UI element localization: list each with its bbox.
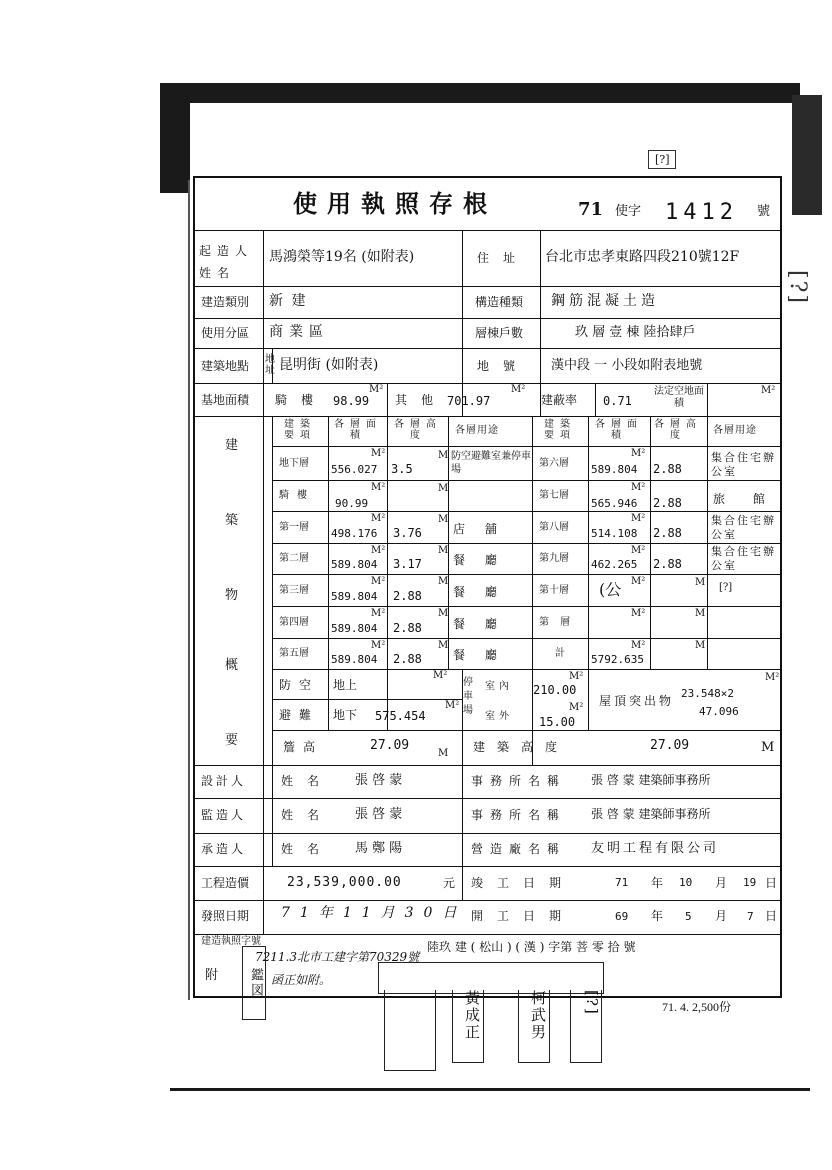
lrow-5-unit: M² — [371, 608, 386, 619]
scan-edge-left — [160, 83, 190, 193]
lrow-3-name: 第二層 — [279, 553, 309, 564]
done-label: 竣工日期 — [471, 876, 576, 890]
lrow-5-name: 第四層 — [279, 617, 309, 628]
start-d: 7 — [747, 910, 754, 923]
rrow-0-area: 589.804 — [591, 463, 638, 476]
serial-suffix: 號 — [757, 204, 771, 219]
shelter-label-1: 防空 — [279, 678, 320, 692]
bldg-side-2: 築 — [225, 513, 239, 528]
eaves-label: 簷高 — [283, 740, 324, 754]
rrow-0-name: 第六層 — [539, 458, 569, 469]
rrow-5-name: 第 層 — [539, 617, 575, 628]
rrow-5-unit: M² — [631, 608, 646, 619]
done-ml: 月 — [715, 876, 728, 890]
start-dl: 日 — [765, 909, 778, 923]
supervisor-label: 監造人 — [201, 808, 247, 822]
site-value: 昆明街 (如附表) — [279, 357, 379, 373]
rrow-2-height: 2.88 — [653, 526, 682, 540]
height-label: 建築高度 — [473, 740, 570, 754]
rrow-3-name: 第九層 — [539, 553, 569, 564]
rrow-2-name: 第八層 — [539, 522, 569, 533]
lrow-5-area: 589.804 — [331, 622, 378, 635]
lrow-6-hunit: M — [438, 640, 449, 651]
lrow-0-height: 3.5 — [391, 462, 413, 476]
lrow-4-use: 餐 廳 — [453, 585, 505, 599]
rrow-4-area: (公 — [599, 580, 622, 599]
designer-name-label: 姓名 — [281, 774, 334, 788]
page-title: 使用執照存根 — [293, 189, 497, 218]
designer-office: 張 啓 蒙 建築師事務所 — [591, 773, 711, 787]
rrow-2-use: 集合住宅辦公室 — [711, 514, 776, 541]
hdr-use-l: 各層用途 — [455, 425, 499, 436]
lrow-1-name: 騎樓 — [279, 490, 315, 501]
site-sub: 地址 — [265, 354, 275, 376]
zone-value: 商業區 — [269, 324, 329, 340]
lrow-6-height: 2.88 — [393, 652, 422, 666]
other-unit: M² — [511, 384, 526, 395]
parking-label: 停車場 — [463, 677, 473, 716]
hdr-area-r: 各層面積 — [595, 419, 643, 441]
footer-print-run: 71. 4. 2,500份 — [662, 1000, 732, 1014]
supervisor-name: 張 啓 蒙 — [355, 807, 403, 822]
rrow-6-name: 計 — [555, 648, 565, 659]
supervisor-office-label: 事務所名稱 — [471, 808, 567, 822]
rrow-0-unit: M² — [631, 448, 646, 459]
bldg-side-3: 物 — [225, 588, 239, 603]
rrow-6-unit: M² — [631, 640, 646, 651]
rrow-4-name: 第十層 — [539, 585, 569, 596]
lrow-3-unit: M² — [371, 545, 386, 556]
other-value: 701.97 — [447, 394, 491, 408]
rrow-3-use: 集合住宅辦公室 — [711, 545, 776, 572]
rrow-0-height: 2.88 — [653, 462, 682, 476]
height-value: 27.09 — [650, 738, 690, 753]
bldg-side-4: 概 — [225, 658, 239, 673]
rrow-6-hunit: M — [695, 640, 706, 651]
lrow-1-unit: M² — [371, 482, 386, 493]
roof-value-2: 47.096 — [699, 705, 739, 718]
attach-label: 附 — [205, 968, 219, 983]
lrow-4-area: 589.804 — [331, 590, 378, 603]
rrow-4-unit: M² — [631, 576, 646, 587]
open-space-label: 法定空地面積 — [654, 386, 704, 409]
serial-year: 71 — [578, 199, 604, 220]
rrow-3-area: 462.265 — [591, 558, 638, 571]
lrow-3-area: 589.804 — [331, 558, 378, 571]
issue-value: 71年11月30日 — [281, 905, 467, 921]
start-y: 69 — [615, 910, 629, 923]
address-label: 住址 — [477, 251, 530, 265]
shelter-above-unit: M² — [433, 670, 448, 681]
roof-unit: M² — [765, 672, 780, 683]
contractor-office-label: 營造廠名稱 — [471, 842, 567, 856]
lrow-0-unit: M² — [371, 448, 386, 459]
lrow-6-name: 第五層 — [279, 648, 309, 659]
coverage-value: 0.71 — [603, 394, 632, 408]
rrow-4-hunit: M — [695, 577, 706, 588]
contractor-name: 馬 鄭 陽 — [355, 841, 403, 856]
serial-word: 使字 — [615, 204, 642, 219]
coverage-label: 建蔽率 — [541, 393, 578, 407]
scan-edge-right — [792, 95, 822, 215]
lrow-3-hunit: M — [438, 545, 449, 556]
supervisor-office: 張 啓 蒙 建築師事務所 — [591, 807, 711, 821]
site-area-label: 基地面積 — [201, 393, 250, 407]
designer-label: 設計人 — [201, 774, 247, 788]
eaves-value: 27.09 — [370, 738, 410, 753]
scan-line-left — [188, 180, 190, 1000]
designer-name: 張 啓 蒙 — [355, 773, 403, 788]
rrow-2-area: 514.108 — [591, 527, 638, 540]
permit-form — [193, 176, 782, 998]
contractor-name-label: 姓名 — [281, 842, 334, 856]
build-type-label: 建造類別 — [201, 295, 250, 309]
serial-number: 1412 — [665, 200, 738, 225]
floors-value: 玖 層 壹 棟 陸拾肆戶 — [575, 325, 696, 340]
open-space-unit: M² — [761, 385, 776, 396]
applicant-label: 起造人姓名 — [199, 244, 254, 280]
arcade-value: 98.99 — [333, 394, 370, 408]
lrow-3-height: 3.17 — [393, 557, 422, 571]
start-yl: 年 — [651, 909, 664, 923]
rrow-2-unit: M² — [631, 513, 646, 524]
permit-label: 建造執照字號 — [201, 936, 261, 947]
signature-2: 柯武男 — [518, 990, 550, 1063]
lrow-4-hunit: M — [438, 576, 449, 587]
applicant-value: 馬鴻榮等19名 (如附表) — [269, 249, 415, 265]
parking-out-label: 室外 — [485, 711, 513, 722]
rrow-4-use: [?] — [719, 582, 733, 593]
lrow-5-height: 2.88 — [393, 621, 422, 635]
lrow-2-use: 店 舖 — [453, 522, 505, 536]
shelter-below-label: 地下 — [333, 708, 358, 722]
attach-note-2: 函正如附。 — [271, 973, 332, 987]
shelter-label-2: 避難 — [279, 708, 320, 722]
lrow-0-area: 556.027 — [331, 463, 378, 476]
scan-line-bottom — [170, 1088, 810, 1091]
lrow-4-name: 第三層 — [279, 585, 309, 596]
lot-label: 地號 — [477, 359, 530, 373]
done-d: 19 — [743, 876, 757, 889]
rrow-1-height: 2.88 — [653, 496, 682, 510]
lrow-6-area: 589.804 — [331, 653, 378, 666]
scan-edge-top — [160, 83, 800, 103]
floors-label: 層棟戶數 — [475, 326, 524, 340]
parking-out-value: 15.00 — [539, 715, 576, 729]
lot-value: 漢中段 一 小段如附表地號 — [551, 358, 703, 373]
lrow-1-hunit: M — [438, 483, 449, 494]
done-dl: 日 — [765, 876, 778, 890]
start-ml: 月 — [715, 909, 728, 923]
roof-label: 屋頂突出物 — [599, 694, 675, 708]
corner-stamp: [?] — [648, 150, 676, 169]
cost-unit: 元 — [443, 876, 456, 890]
lrow-5-hunit: M — [438, 608, 449, 619]
hdr-item-l: 建築要項 — [284, 419, 316, 441]
rrow-3-unit: M² — [631, 545, 646, 556]
build-type-value: 新 建 — [269, 293, 308, 309]
rrow-3-height: 2.88 — [653, 557, 682, 571]
roof-value-1: 23.548×2 — [681, 687, 734, 700]
lrow-5-use: 餐 廳 — [453, 617, 505, 631]
address-value: 台北市忠孝東路四段210號12F — [545, 249, 740, 265]
zone-label: 使用分區 — [201, 326, 250, 340]
parking-out-unit: M² — [569, 702, 584, 713]
rrow-1-area: 565.946 — [591, 497, 638, 510]
bldg-side-1: 建 — [225, 438, 239, 453]
arcade-unit: M² — [369, 384, 384, 395]
lrow-1-area: 90.99 — [335, 497, 369, 510]
lrow-6-use: 餐 廳 — [453, 648, 505, 662]
attach-note-1: 7211.3北市工建字第70329號 — [255, 950, 420, 964]
lrow-0-hunit: M — [438, 450, 449, 461]
signature-box-left — [384, 990, 436, 1071]
margin-marks: [?] — [785, 270, 810, 305]
hdr-item-r: 建築要項 — [544, 419, 576, 441]
done-m: 10 — [679, 876, 693, 889]
done-y: 71 — [615, 876, 629, 889]
bldg-side-5: 要 — [225, 733, 239, 748]
hdr-use-r: 各層用途 — [713, 425, 757, 436]
lrow-0-name: 地下層 — [279, 458, 309, 469]
height-unit: M — [761, 740, 775, 755]
issue-label: 發照日期 — [201, 909, 250, 923]
struct-type-value: 鋼筋混凝土造 — [551, 293, 659, 309]
signature-1: 黃成正 — [452, 990, 484, 1063]
signature-3: [?] — [570, 990, 602, 1063]
rrow-5-hunit: M — [695, 608, 706, 619]
rrow-0-use: 集合住宅辦公室 — [711, 451, 776, 478]
site-label: 建築地點 — [201, 359, 250, 373]
permit-value: 陸玖 建 ( 松山 ) ( 漢 ) 字第 菩 零 拾 號 — [427, 940, 636, 954]
cost-label: 工程造價 — [201, 876, 250, 890]
shelter-below-value: 575.454 — [375, 709, 426, 723]
rrow-1-name: 第七層 — [539, 490, 569, 501]
hdr-height-l: 各層高度 — [394, 419, 442, 441]
lrow-2-name: 第一層 — [279, 522, 309, 533]
official-seal: 鑑図 — [242, 946, 266, 1020]
rrow-6-area: 5792.635 — [591, 653, 644, 666]
cost-value: 23,539,000.00 — [287, 875, 402, 890]
hdr-height-r: 各層高度 — [654, 419, 702, 441]
start-m: 5 — [685, 910, 692, 923]
parking-in-label: 室內 — [485, 681, 513, 692]
lrow-2-unit: M² — [371, 513, 386, 524]
contractor-label: 承造人 — [201, 842, 247, 856]
parking-in-value: 210.00 — [533, 683, 577, 697]
parking-in-unit: M² — [569, 671, 584, 682]
lrow-2-height: 3.76 — [393, 526, 422, 540]
lrow-0-use: 防空避難室兼停車場 — [451, 451, 531, 475]
lrow-3-use: 餐 廳 — [453, 553, 505, 567]
rrow-1-use: 旅 館 — [713, 492, 777, 506]
shelter-above-label: 地上 — [333, 678, 358, 692]
lrow-2-area: 498.176 — [331, 527, 378, 540]
other-label: 其他 — [395, 393, 448, 407]
lrow-4-height: 2.88 — [393, 589, 422, 603]
lrow-6-unit: M² — [371, 640, 386, 651]
designer-office-label: 事務所名稱 — [471, 774, 567, 788]
supervisor-name-label: 姓名 — [281, 808, 334, 822]
start-label: 開工日期 — [471, 909, 576, 923]
lrow-2-hunit: M — [438, 514, 449, 525]
contractor-office: 友明工程有限公司 — [591, 841, 720, 856]
struct-type-label: 構造種類 — [475, 295, 524, 309]
arcade-label: 騎樓 — [275, 393, 328, 407]
done-yl: 年 — [651, 876, 664, 890]
shelter-below-unit: M² — [445, 700, 460, 711]
rrow-1-unit: M² — [631, 482, 646, 493]
eaves-unit: M — [438, 748, 449, 759]
hdr-area-l: 各層面積 — [334, 419, 382, 441]
lrow-4-unit: M² — [371, 576, 386, 587]
